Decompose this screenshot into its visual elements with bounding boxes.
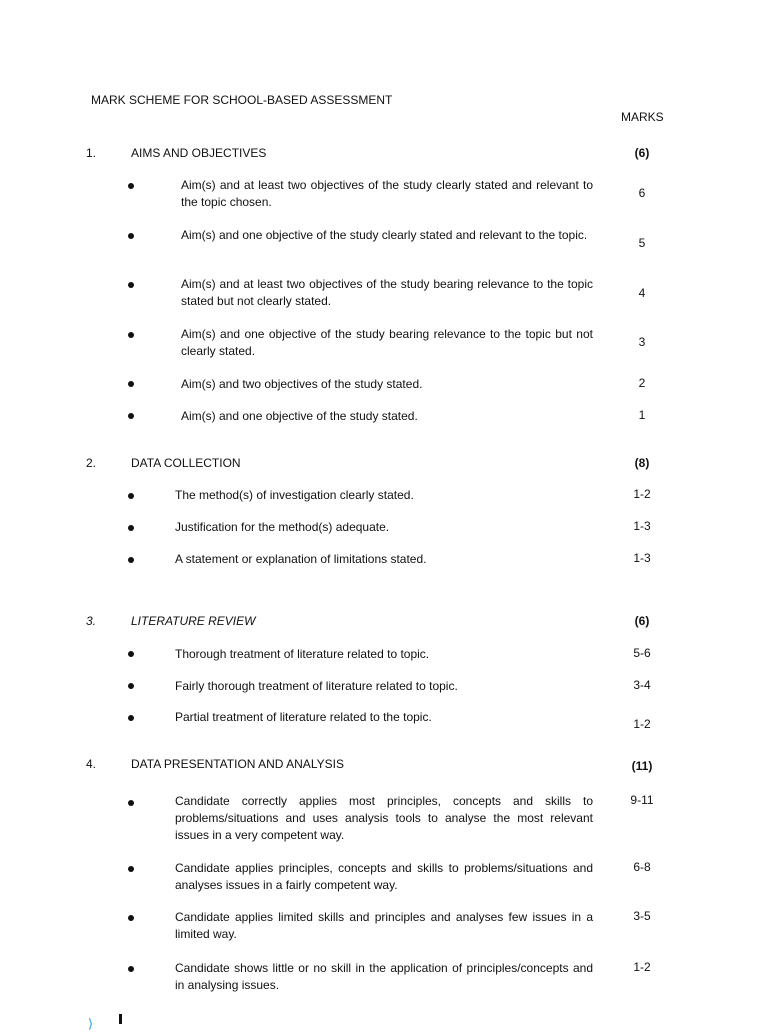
criterion-text: Aim(s) and one objective of the study clearly stated and relevant to the topic. <box>181 228 588 242</box>
bullet-icon <box>128 282 134 288</box>
criterion-text: Candidate correctly applies most principles, concepts and skills to problems/situations and uses analysis tools to analyse the most relevant issues in a very competent way. <box>175 794 593 842</box>
criterion-text: The method(s) of investigation clearly stated. <box>175 488 414 502</box>
bullet-icon <box>128 915 134 921</box>
bullet-icon <box>128 966 134 972</box>
section-total-marks: (6) <box>634 614 650 628</box>
marks-column-header: MARKS <box>621 110 664 124</box>
section-title: AIMS AND OBJECTIVES <box>131 146 267 160</box>
criterion-text: Justification for the method(s) adequate. <box>175 520 390 534</box>
criterion-mark: 3-5 <box>633 909 651 923</box>
section-number: 3. <box>86 614 97 628</box>
page-title: MARK SCHEME FOR SCHOOL-BASED ASSESSMENT <box>91 93 393 107</box>
criterion-mark: 3-4 <box>633 678 651 692</box>
criterion-text: Candidate applies limited skills and principles and analyses few issues in a limited way. <box>175 910 593 941</box>
criterion-mark: 6 <box>638 186 646 200</box>
criterion-mark: 3 <box>638 335 646 349</box>
logo-fragment-icon: ⟩ <box>88 1016 94 1031</box>
bullet-icon <box>128 183 134 189</box>
section-number: 1. <box>86 146 97 160</box>
criterion-text: Candidate applies principles, concepts and skills to problems/situations and analyses issues in a fairly competent way. <box>175 861 593 892</box>
section-title: LITERATURE REVIEW <box>131 614 256 628</box>
criterion-mark: 5 <box>638 236 646 250</box>
criterion-text: Aim(s) and at least two objectives of the study clearly stated and relevant to the topic chosen. <box>181 178 593 209</box>
bullet-icon <box>128 557 134 563</box>
criterion-text: Partial treatment of literature related to the topic. <box>175 710 432 724</box>
bullet-icon <box>128 651 134 657</box>
criterion-mark: 4 <box>638 286 646 300</box>
criterion-text: Thorough treatment of literature related to topic. <box>175 647 430 661</box>
criterion-text: Fairly thorough treatment of literature related to topic. <box>175 679 458 693</box>
section-total-marks: (6) <box>634 146 650 160</box>
section-total-marks: (11) <box>631 759 653 773</box>
bullet-icon <box>128 332 134 338</box>
criterion-mark: 1-3 <box>633 519 651 533</box>
bullet-icon <box>128 715 134 721</box>
criterion-mark: 1-2 <box>633 960 651 974</box>
bullet-icon <box>128 381 134 387</box>
criterion-mark: 1 <box>638 408 646 422</box>
section-total-marks: (8) <box>634 456 650 470</box>
criterion-mark: 1-3 <box>633 551 651 565</box>
criterion-text: Aim(s) and one objective of the study bearing relevance to the topic but not clearly stated. <box>181 327 593 358</box>
criterion-mark: 5-6 <box>633 646 651 660</box>
bullet-icon <box>128 525 134 531</box>
bullet-icon <box>128 413 134 419</box>
bullet-icon <box>128 493 134 499</box>
bullet-icon <box>128 866 134 872</box>
criterion-mark: 1-2 <box>633 717 651 731</box>
criterion-text: Aim(s) and two objectives of the study stated. <box>181 377 423 391</box>
criterion-text: Candidate shows little or no skill in the application of principles/concepts and in analysing issues. <box>175 961 593 992</box>
section-title: DATA PRESENTATION AND ANALYSIS <box>131 757 344 771</box>
criterion-mark: 1-2 <box>633 487 651 501</box>
logo-bar-icon <box>119 1014 122 1024</box>
section-number: 2. <box>86 456 97 470</box>
section-number: 4. <box>86 757 97 771</box>
criterion-text: Aim(s) and one objective of the study stated. <box>181 409 418 423</box>
section-title: DATA COLLECTION <box>131 456 241 470</box>
bullet-icon <box>128 233 134 239</box>
criterion-text: A statement or explanation of limitations stated. <box>175 552 427 566</box>
criterion-mark: 6-8 <box>633 860 651 874</box>
criterion-mark: 9-11 <box>630 793 654 807</box>
bullet-icon <box>128 683 134 689</box>
bullet-icon <box>128 800 134 806</box>
criterion-mark: 2 <box>638 376 646 390</box>
criterion-text: Aim(s) and at least two objectives of the study bearing relevance to the topic stated but not clearly stated. <box>181 277 593 308</box>
